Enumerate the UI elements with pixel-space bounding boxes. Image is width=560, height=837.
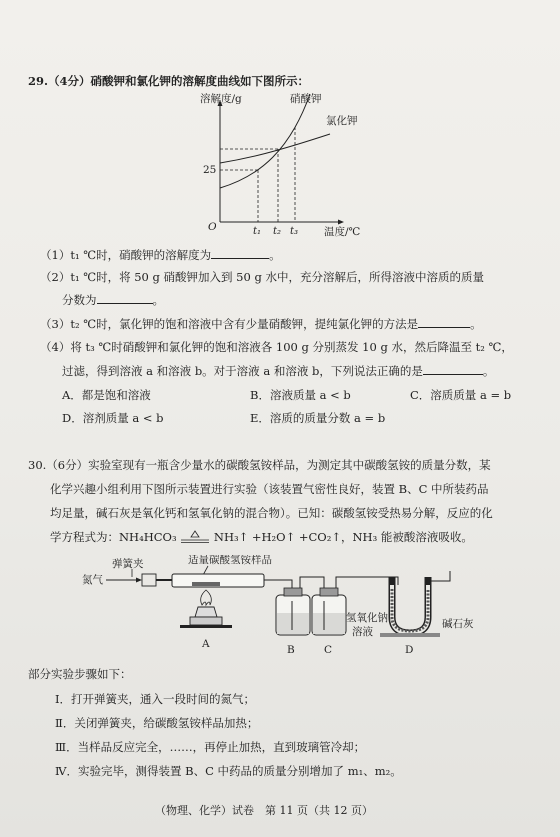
nitrogen-label: 氮气 — [82, 574, 103, 586]
q29-sub2b: 分数为 。 — [62, 293, 164, 307]
bottle-c-liquid — [313, 613, 345, 634]
sample-label: 适量碳酸氢铵样品 — [188, 555, 272, 566]
step-2: Ⅱ．关闭弹簧夹，给碳酸氢铵样品加热； — [55, 716, 259, 730]
heat-arrow-symbol — [180, 530, 210, 544]
step-4: Ⅳ．实验完毕，测得装置 B、C 中药品的质量分别增加了 m₁、m₂。 — [55, 764, 402, 778]
origin-label: O — [208, 221, 217, 233]
q30-line-2: 化学兴趣小组利用下图所示装置进行实验（该装置气密性良好，装置 B、C 中所装药品 — [50, 482, 489, 496]
q29-sub4a: （4）将 t₃ ℃时硝酸钾和氯化钾的饱和溶液各 100 g 分别蒸发 10 g 水，然后降温至 t₂ ℃， — [40, 340, 513, 354]
curve-kcl — [220, 134, 330, 163]
spring-clip — [142, 574, 156, 586]
q29-option-e: E．溶质的质量分数 a = b — [250, 411, 386, 425]
label-b: B — [287, 644, 295, 656]
q29-option-c: C．溶质质量 a = b — [410, 388, 512, 402]
burner-body — [195, 607, 217, 617]
spring-clip-label: 弹簧夹 — [112, 558, 144, 570]
x-axis-label: 温度/℃ — [324, 226, 361, 238]
q29-sub3: （3）t₂ ℃时，氯化钾的饱和溶液中含有少量硝酸钾，提纯氯化钾的方法是 。 — [40, 317, 482, 331]
step-3: Ⅲ．当样品反应完全，……，再停止加热，直到玻璃管冷却； — [55, 740, 366, 754]
series-label-kno3: 硝酸钾 — [290, 93, 322, 105]
steps-title: 部分实验步骤如下： — [28, 667, 132, 681]
y-axis-label: 溶解度/g — [200, 93, 242, 105]
bottle-b-liquid — [277, 613, 309, 634]
q29-sub2a: （2）t₁ ℃时，将 50 g 硝酸钾加入到 50 g 水中，充分溶解后，所得溶液中溶质的质量 — [40, 270, 484, 284]
burner-flame — [201, 590, 212, 605]
solubility-chart — [190, 92, 380, 242]
x-tick-t2: t₂ — [273, 226, 282, 237]
q29-option-b: B．溶液质量 a < b — [250, 388, 351, 402]
q29-sub1: （1）t₁ ℃时，硝酸钾的溶解度为 。 — [40, 248, 281, 262]
label-a: A — [202, 638, 210, 650]
naoh-label-1: 氢氧化钠 — [346, 612, 388, 624]
step-1: Ⅰ．打开弹簧夹，通入一段时间的氮气； — [55, 692, 256, 706]
x-axis-arrow — [338, 220, 344, 225]
naoh-label-2: 溶液 — [352, 626, 373, 638]
q30-line-1: 30.（6分）实验室现有一瓶含少量水的碳酸氢铵样品，为测定其中碳酸氢铵的质量分数，某 — [28, 458, 491, 472]
curve-kno3 — [220, 94, 310, 188]
page-footer: （物理、化学）试卷 第 11 页（共 12 页） — [155, 804, 373, 817]
sample-powder — [192, 582, 220, 586]
series-label-kcl: 氯化钾 — [326, 115, 358, 127]
q29-option-a: A．都是饱和溶液 — [62, 388, 151, 402]
equation-reactant: 学方程式为：NH₄HCO₃ — [50, 530, 177, 544]
u-tube-d — [392, 577, 428, 633]
q29-option-d: D．溶剂质量 a < b — [62, 411, 164, 425]
q30-line-4 — [50, 530, 473, 545]
burner-base — [190, 617, 222, 625]
label-d: D — [405, 644, 414, 656]
x-tick-t3: t₃ — [290, 226, 299, 237]
q30-line-3: 均足量，碱石灰是氧化钙和氢氧化钠的混合物）。已知：碳酸氢铵受热易分解，反应的化 — [50, 506, 493, 520]
soda-lime-label: 碱石灰 — [442, 618, 474, 630]
q29-title: 29.（4分）硝酸钾和氯化钾的溶解度曲线如下图所示： — [28, 74, 310, 88]
equation-products: NH₃↑ +H₂O↑ +CO₂↑，NH₃ 能被酸溶液吸收。 — [213, 530, 473, 544]
y-tick-25: 25 — [203, 164, 217, 176]
q29-sub4b: 过滤，得到溶液 a 和溶液 b。对于溶液 a 和溶液 b，下列说法正确的是 。 — [62, 364, 495, 378]
apparatus-diagram — [80, 555, 500, 660]
x-tick-t1: t₁ — [253, 226, 262, 237]
label-c: C — [324, 644, 333, 656]
